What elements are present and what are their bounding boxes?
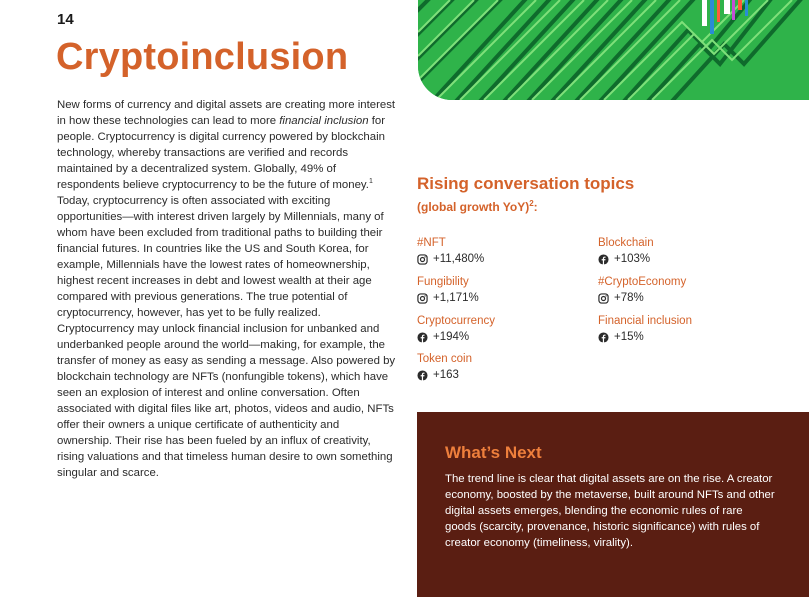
facebook-icon: [417, 370, 428, 381]
topic-growth: +78%: [614, 292, 644, 304]
facebook-icon: [598, 254, 609, 265]
facebook-icon: [417, 332, 428, 343]
intro-paragraph: [57, 97, 397, 481]
rising-topics-heading: Rising conversation topics: [417, 174, 635, 193]
instagram-icon: [417, 293, 428, 304]
topic-name: Cryptocurrency: [417, 315, 495, 327]
topic-item: [417, 313, 597, 345]
topic-growth: +1,171%: [433, 292, 479, 304]
intro-text-part3: Today, cryptocurrency is often associated with exciting opportunities—with interest driven largely by Millennials, many of whom have been excluded from traditional paths to building their financial futures. In countries like the US and South Korea, for example, Millennials have the lowest rates of homeownership, highest recent increases in debt and lowest wealth at their age compared with previous generations. The true potential of cryptocurrency, however, has yet to be fully realized. Cryptocurrency may unlock financial inclusion for unbanked and underbanked people around the world—making, for example, the transfer of money as easy as sending a message. Also powered by blockchain technology are NFTs (nonfungible tokens), which have seen an explosion of interest and online conversation. Often associated with digital files like art, photos, videos and audio, NFTs offer their owners a unique certificate of authenticity and ownership. Their rise has been fueled by an influx of creativity, rising valuations and that timeless human desire to own something singular and scarce.: [57, 195, 396, 479]
hero-maze-artwork: [418, 0, 809, 100]
intro-emphasis: financial inclusion: [279, 115, 369, 127]
topic-growth: +103%: [614, 253, 651, 265]
topic-name: Financial inclusion: [598, 315, 692, 327]
page-title: Cryptoinclusion: [56, 36, 349, 78]
topic-name: Blockchain: [598, 237, 654, 249]
topic-item: [598, 313, 778, 345]
topic-item: [417, 274, 597, 306]
topic-stat: [417, 329, 597, 345]
topic-item: [598, 274, 778, 306]
rising-topics-subheading: [417, 199, 538, 214]
rising-subheading-colon: :: [533, 200, 538, 214]
whats-next-panel: [417, 412, 809, 597]
topic-name: #NFT: [417, 237, 446, 249]
intro-text-part2: for people. Cryptocurrency is digital currency powered by blockchain technology, whereby transactions are verified and records maintained by a decentralized system. Globally, 49% of respondents believe cryptocurrency to be the future of money.: [57, 115, 386, 191]
topic-stat: [417, 290, 597, 306]
footnote-marker: 1: [368, 178, 373, 186]
topic-stat: [417, 367, 597, 383]
topic-name: Fungibility: [417, 276, 469, 288]
whats-next-heading: What’s Next: [445, 443, 542, 462]
rising-subheading-text: (global growth YoY): [417, 200, 530, 214]
topic-name: #CryptoEconomy: [598, 276, 687, 288]
topic-stat: [598, 290, 778, 306]
topic-growth: +194%: [433, 331, 470, 343]
topic-item: [598, 235, 778, 267]
maze-pattern-graphic: [418, 0, 809, 100]
topic-growth: +11,480%: [433, 253, 485, 265]
page-number: 14: [57, 11, 74, 28]
instagram-icon: [598, 293, 609, 304]
topic-name: Token coin: [417, 353, 472, 365]
topic-item: [417, 351, 597, 383]
whats-next-text: The trend line is clear that digital assets are on the rise. A creator economy, boosted by the metaverse, built around NFTs and other digital assets emerges, blending the economic rules of rare goods (scarcity, provenance, historic significance) with rules of creator economy (timeliness, virality).: [445, 473, 775, 549]
topic-stat: [417, 251, 597, 267]
topic-stat: [598, 251, 778, 267]
topic-stat: [598, 329, 778, 345]
intro-text-part1: New forms of currency and digital assets are creating more interest in how these technologies can lead to more: [57, 99, 396, 127]
topic-growth: +163: [433, 369, 459, 381]
instagram-icon: [417, 254, 428, 265]
rising-footnote-marker: 2: [529, 199, 534, 208]
topic-growth: +15%: [614, 331, 644, 343]
facebook-icon: [598, 332, 609, 343]
topic-item: [417, 235, 597, 267]
